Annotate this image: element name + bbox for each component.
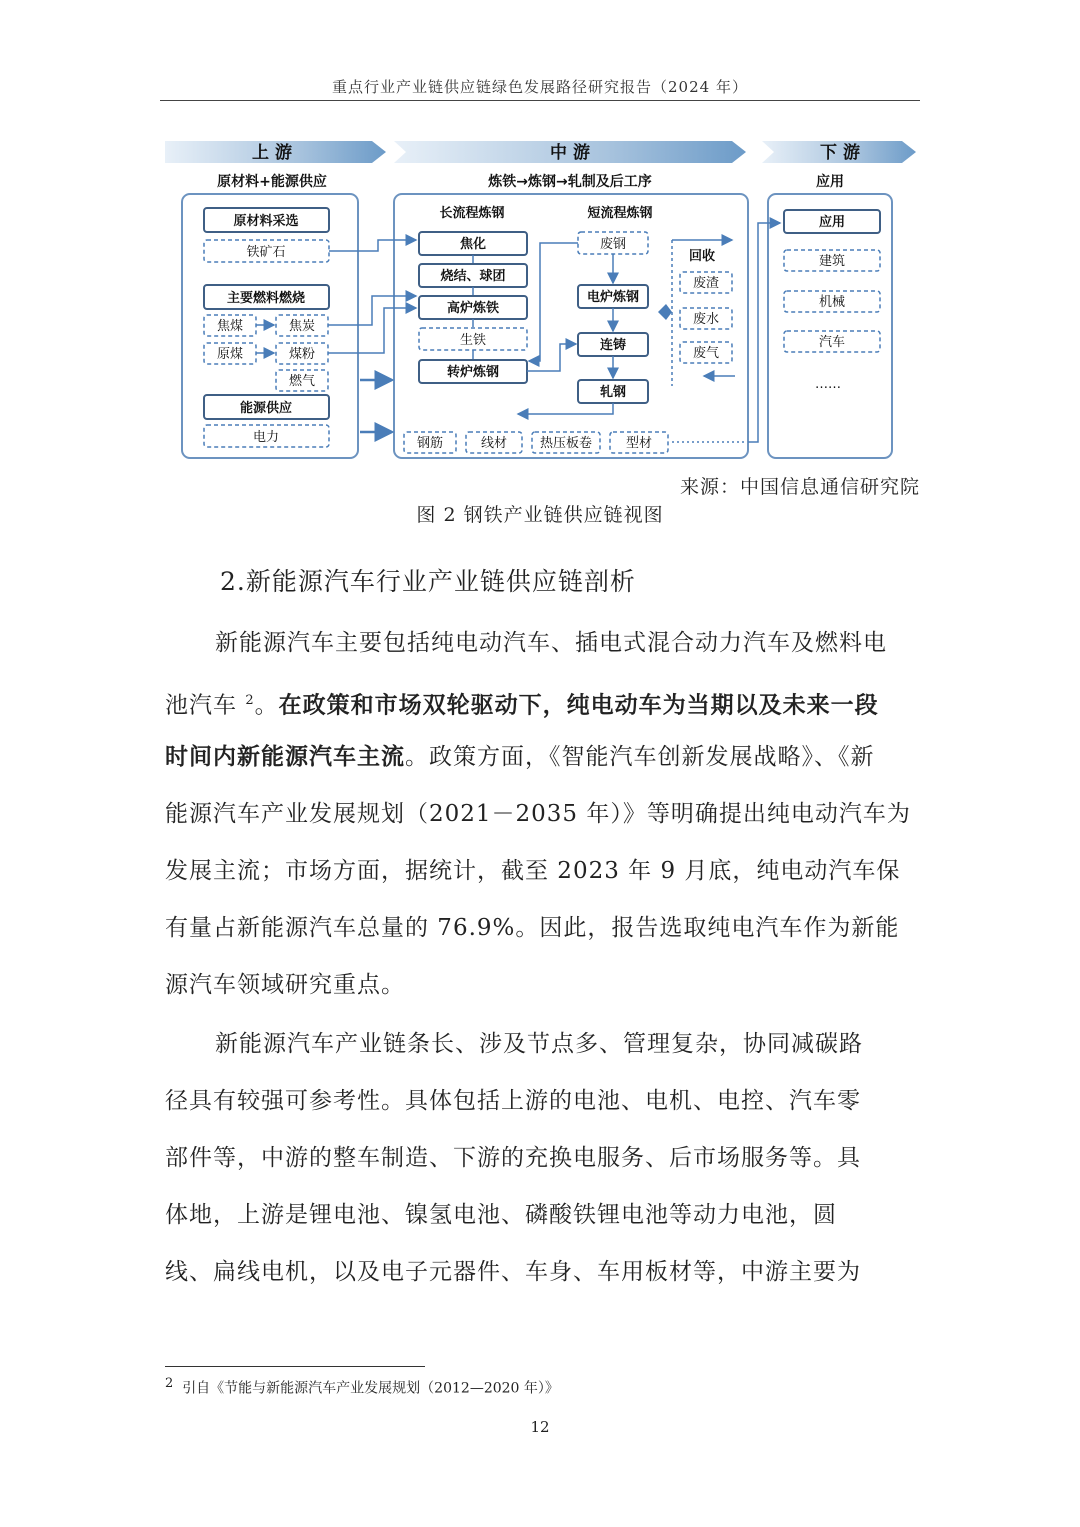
short-step-casting: 连铸 xyxy=(599,338,627,353)
paragraph-line: 发展主流；市场方面，据统计，截至 2023 年 9 月底，纯电动汽车保 xyxy=(165,858,901,884)
bold-text: 在政策和市场双轮驱动下，纯电动车为当期以及未来一段 xyxy=(278,692,879,719)
downstream-item-auto: 汽车 xyxy=(818,335,846,350)
bold-text: 时间内新能源汽车主流 xyxy=(165,744,405,770)
product-hot-rolled-coil: 热压板卷 xyxy=(539,436,593,451)
footnote-ref: 2 xyxy=(245,693,255,708)
product-wire-rod: 线材 xyxy=(480,436,508,451)
downstream-banner-label: 下 游 xyxy=(820,143,860,163)
upstream-subtitle: 原材料+能源供应 xyxy=(217,174,327,190)
downstream-item-more: …… xyxy=(815,377,841,392)
recycle-title: 回收 xyxy=(688,249,716,264)
paragraph-1 xyxy=(165,615,917,1014)
energy-title: 能源供应 xyxy=(239,401,293,416)
energy-item: 电力 xyxy=(252,430,280,445)
long-step-pig-iron: 生铁 xyxy=(459,333,487,348)
paragraph-2 xyxy=(165,1016,917,1301)
short-step-scrap: 废钢 xyxy=(599,237,627,252)
fuel-item-raw-coal: 原煤 xyxy=(216,347,244,362)
running-header: 重点行业产业链供应链绿色发展路径研究报告（2024 年） xyxy=(332,78,748,96)
short-step-eaf: 电炉炼钢 xyxy=(586,290,640,305)
paragraph-line: 径具有较强可参考性。具体包括上游的电池、电机、电控、汽车零 xyxy=(165,1088,861,1114)
midstream-subtitle: 炼铁→炼钢→轧制及后工序 xyxy=(488,174,652,190)
paragraph-line: 新能源汽车产业链条长、涉及节点多、管理复杂，协同减碳路 xyxy=(215,1031,863,1057)
paragraph-line: 新能源汽车主要包括纯电动汽车、插电式混合动力汽车及燃料电 xyxy=(215,630,887,656)
footnote-mark: 2 xyxy=(165,1376,174,1391)
recycle-item-slag: 废渣 xyxy=(692,276,720,291)
footnote-divider xyxy=(165,1366,425,1367)
long-step-converter: 转炉炼钢 xyxy=(446,365,500,380)
raw-material-item: 铁矿石 xyxy=(246,245,286,260)
paragraph-line: 线、扁线电机，以及电子元器件、车身、车用板材等，中游主要为 xyxy=(165,1259,861,1285)
long-step-coking: 焦化 xyxy=(459,237,487,252)
figure-source: 来源：中国信息通信研究院 xyxy=(679,476,920,498)
midstream-banner-label: 中 游 xyxy=(550,143,590,163)
long-step-blast-furnace: 高炉炼铁 xyxy=(446,301,500,316)
paragraph-line: 体地，上游是锂电池、镍氢电池、磷酸铁锂电池等动力电池，圆 xyxy=(165,1202,837,1228)
downstream-subtitle: 应用 xyxy=(816,174,844,190)
footnote xyxy=(165,1376,559,1398)
fuel-item-gas: 燃气 xyxy=(288,374,316,389)
downstream-item-machinery: 机械 xyxy=(818,295,846,310)
downstream-title: 应用 xyxy=(818,215,846,230)
fuel-title: 主要燃料燃烧 xyxy=(226,291,306,306)
fuel-item-coking-coal: 焦煤 xyxy=(216,319,244,334)
long-step-sintering: 烧结、球团 xyxy=(440,269,506,284)
raw-material-title: 原材料采选 xyxy=(233,214,299,229)
recycle-item-water: 废水 xyxy=(692,312,720,327)
header-divider xyxy=(160,100,920,101)
paragraph-line xyxy=(165,672,917,729)
fuel-item-coal-powder: 煤粉 xyxy=(288,347,316,362)
paragraph-line: 能源汽车产业发展规划（2021－2035 年）》等明确提出纯电动汽车为 xyxy=(165,801,911,827)
steel-supply-chain-diagram xyxy=(160,136,920,470)
recycle-item-gas: 废气 xyxy=(692,346,720,361)
short-process-title: 短流程炼钢 xyxy=(587,206,653,221)
paragraph-line: 有量占新能源汽车总量的 76.9%。因此，报告选取纯电汽车作为新能 xyxy=(165,915,900,941)
fuel-item-coke: 焦炭 xyxy=(288,319,316,334)
paragraph-line: 部件等，中游的整车制造、下游的充换电服务、后市场服务等。具 xyxy=(165,1145,861,1171)
section-heading: 2.新能源汽车行业产业链供应链剖析 xyxy=(220,567,636,596)
product-section-steel: 型材 xyxy=(625,436,653,451)
paragraph-line: 源汽车领域研究重点。 xyxy=(165,972,405,998)
page-number: 12 xyxy=(530,1418,550,1436)
downstream-item-construction: 建筑 xyxy=(818,254,846,269)
footnote-text: 引自《节能与新能源汽车产业发展规划（2012—2020 年）》 xyxy=(182,1380,559,1397)
upstream-banner-label: 上 游 xyxy=(252,143,292,163)
long-process-title: 长流程炼钢 xyxy=(439,206,505,221)
paragraph-line xyxy=(165,729,917,786)
figure-caption: 图 2 钢铁产业链供应链视图 xyxy=(416,504,664,526)
text-run: 池汽车 xyxy=(165,692,237,719)
text-run: 。政策方面，《智能汽车创新发展战略》、《新 xyxy=(405,744,875,770)
text-run: 。 xyxy=(254,692,279,719)
product-rebar: 钢筋 xyxy=(416,436,444,451)
short-step-rolling: 轧钢 xyxy=(599,385,627,400)
